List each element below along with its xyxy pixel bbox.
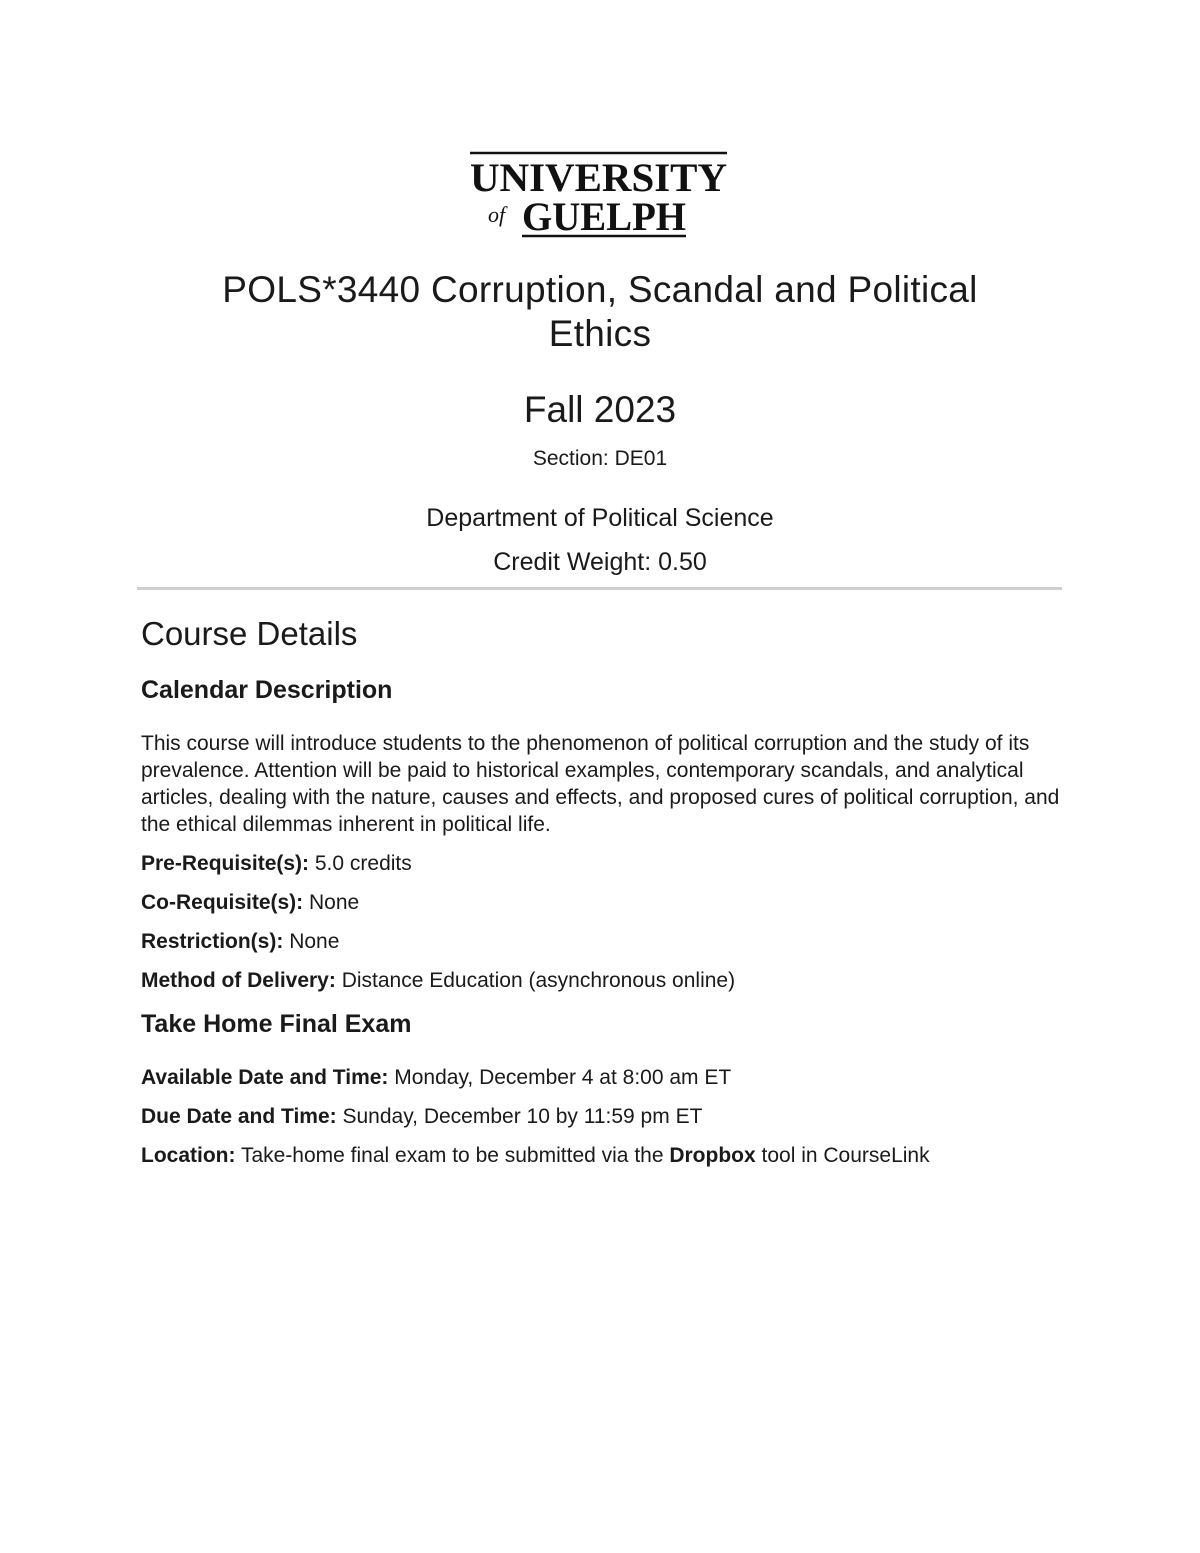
divider [137, 587, 1062, 590]
corequisites-label: Co-Requisite(s): [141, 891, 304, 914]
credit-weight: Credit Weight: 0.50 [493, 548, 707, 576]
term: Fall 2023 [523, 389, 677, 430]
delivery-label: Method of Delivery: [141, 969, 336, 992]
calendar-description-heading: Calendar Description [141, 676, 393, 704]
exam-available-label: Available Date and Time: [141, 1066, 389, 1089]
exam-due-value: Sunday, December 10 by 11:59 pm ET [336, 1105, 703, 1128]
restrictions [141, 928, 1061, 955]
delivery-value: Distance Education (asynchronous online) [335, 969, 736, 992]
exam-available [141, 1064, 1061, 1091]
department: Department of Political Science [426, 504, 774, 532]
course-title: POLS*3440 Corruption, Scandal and Political Ethics [222, 269, 978, 354]
restrictions-value: None [283, 930, 340, 953]
exam-available-value: Monday, December 4 at 8:00 am ET [388, 1066, 732, 1089]
logo-line1: UNIVERSITY [470, 155, 728, 200]
section-label: Section: DE01 [532, 447, 668, 470]
exam-location-label: Location: [141, 1144, 236, 1167]
university-logo [470, 150, 730, 242]
calendar-description: This course will introduce students to the phenomenon of political corruption and the study of its prevalence. Attention will be paid to historical examples, contemporary scandals, and analytical articles, dealing with the nature, causes and effects, and proposed cures of political corruption, and the ethical dilemmas inherent in political life. [141, 732, 1060, 836]
prerequisites-label: Pre-Requisite(s): [141, 852, 310, 875]
exam-location-text-1: Take-home final exam to be submitted via the [235, 1144, 670, 1167]
exam-due [141, 1103, 1061, 1130]
final-exam-heading: Take Home Final Exam [141, 1010, 412, 1038]
exam-due-label: Due Date and Time: [141, 1105, 337, 1128]
prerequisites [141, 850, 1061, 877]
dropbox-tool: Dropbox [669, 1144, 756, 1167]
logo-line2: GUELPH [522, 194, 686, 239]
prerequisites-value: 5.0 credits [309, 852, 412, 875]
method-of-delivery [141, 967, 1061, 994]
exam-location-text-2: tool in CourseLink [755, 1144, 930, 1167]
logo-of: of [488, 202, 506, 227]
restrictions-label: Restriction(s): [141, 930, 284, 953]
corequisites [141, 889, 1061, 916]
corequisites-value: None [303, 891, 360, 914]
course-details-heading: Course Details [141, 615, 358, 652]
main-content [141, 612, 1061, 1181]
exam-location [141, 1142, 1061, 1169]
